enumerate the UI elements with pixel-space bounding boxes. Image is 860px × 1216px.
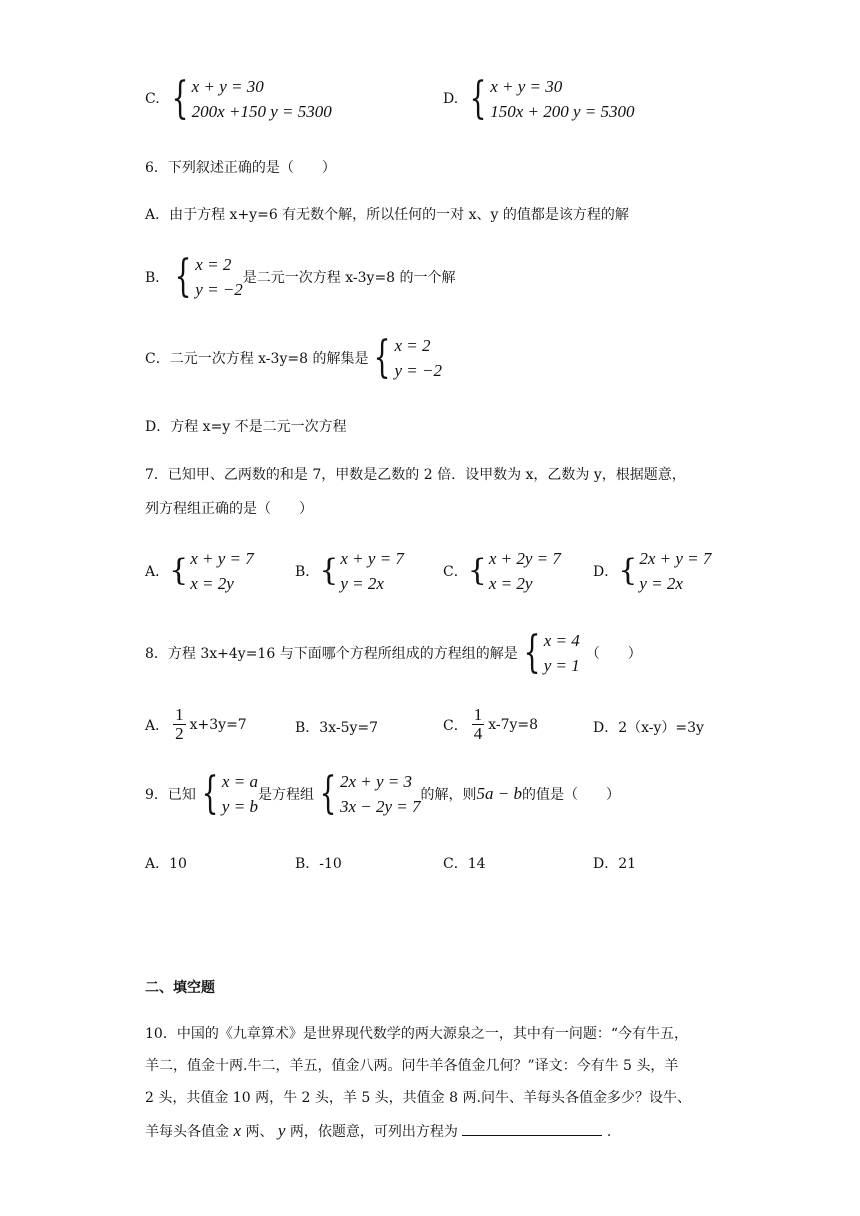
q6-option-d: D．方程 x=y 不是二元一次方程 <box>145 419 347 435</box>
q5-option-c <box>145 74 332 124</box>
q5-d-eq2: 150x + 200 y = 5300 <box>490 102 635 121</box>
q8-eq1: x = 4 <box>543 631 580 650</box>
q9-expr: 5a − b <box>476 784 522 803</box>
q8-a-tail: x+3y=7 <box>189 716 247 733</box>
q9-s2-eq1: 2x + y = 3 <box>339 772 412 791</box>
q7-b-eq1: x + y = 7 <box>340 549 404 568</box>
q7-option-c: C． { x + 2y = 7 x = 2y <box>443 546 561 596</box>
q5-option-d <box>443 74 634 124</box>
q5-c-eq1: x + y = 30 <box>191 77 264 96</box>
q9-s1-eq1: x = a <box>221 772 258 791</box>
q10-var-x: x <box>233 1121 241 1140</box>
q5-d-eq1: x + y = 30 <box>490 77 563 96</box>
q9-pre: 9．已知 <box>145 787 196 803</box>
q7-c-eq2: x = 2y <box>488 574 533 593</box>
q6-b-eq2: y = −2 <box>195 280 243 299</box>
q9-option-a: A．10 <box>145 856 187 872</box>
q9-s2-eq2: 3x − 2y = 7 <box>339 797 421 816</box>
q8-c-label: C． <box>443 717 468 734</box>
q5-c-label: C. <box>145 91 160 107</box>
q9-tail1: 的解，则 <box>420 787 477 803</box>
q5-d-system: { x + y = 30 150x + 200 y = 5300 <box>469 73 635 124</box>
q8-eq2: y = 1 <box>543 656 580 675</box>
q5-c-eq2: 200x +150 y = 5300 <box>191 102 332 121</box>
q8-option-c <box>443 706 538 743</box>
q6-stem: 6．下列叙述正确的是（ ） <box>145 160 336 176</box>
q9-tail2: 的值是（ ） <box>521 787 620 803</box>
q6-option-c: C．二元一次方程 x-3y=8 的解集是 { x = 2 y = −2 <box>145 332 442 383</box>
q7-stem-line1: 7．已知甲、乙两数的和是 7，甲数是乙数的 2 倍．设甲数为 x，乙数为 y，根据题意， <box>145 467 686 483</box>
q6-b-tail: 是二元一次方程 x-3y=8 的一个解 <box>242 270 456 286</box>
q7-d-eq2: y = 2x <box>639 574 683 593</box>
q7-a-eq2: x = 2y <box>190 574 234 593</box>
q8-option-d: D．2（x-y）=3y <box>593 720 704 736</box>
q10-end: . <box>606 1124 612 1140</box>
q7-c-eq1: x + 2y = 7 <box>488 549 561 568</box>
q8-option-b: B．3x-5y=7 <box>295 720 379 736</box>
q9-stem: 9．已知 { x = a y = b 是方程组 { 2x + y = 3 3x − 2y = 7 的解，则 5a − b 的值是（ ） <box>145 768 620 819</box>
q10-line4a: 羊每头各值金 <box>145 1124 229 1140</box>
q9-option-c: C．14 <box>443 856 486 872</box>
section-heading-fill-in: 二、填空题 <box>145 980 215 996</box>
q10-line3: 2 头，共值金 10 两，牛 2 头，羊 5 头，共值金 8 两.问牛、羊每头各值金多少？设牛、 <box>145 1090 691 1106</box>
q7-c-label: C． <box>443 564 468 580</box>
q10-line2: 羊二，值金十两.牛二，羊五，值金八两。问牛羊各值金几何？”译文：今有牛 5 头，羊 <box>145 1058 679 1074</box>
q8-paren: （ ） <box>585 646 642 662</box>
q7-option-a: A． { x + y = 7 x = 2y <box>145 546 254 596</box>
q7-b-label: B． <box>295 564 320 580</box>
q7-d-eq1: 2x + y = 7 <box>639 549 712 568</box>
q10-answer-blank[interactable] <box>462 1119 602 1136</box>
q9-mid: 是方程组 <box>257 787 314 803</box>
q8-stem-text: 8．方程 3x+4y=16 与下面哪个方程所组成的方程组的解是 <box>145 646 518 662</box>
q8-option-a <box>145 706 247 743</box>
q7-option-b: B． { x + y = 7 y = 2x <box>295 546 404 596</box>
q9-option-d: D．21 <box>593 856 637 872</box>
q6-c-text: C．二元一次方程 x-3y=8 的解集是 <box>145 351 369 367</box>
q9-option-b: B．-10 <box>295 856 342 872</box>
q6-b-label: B． <box>145 270 170 286</box>
q7-a-eq1: x + y = 7 <box>190 549 254 568</box>
q10-line4c: 两，依题意，可列出方程为 <box>289 1124 458 1140</box>
q7-b-eq2: y = 2x <box>340 574 384 593</box>
q6-b-eq1: x = 2 <box>195 255 232 274</box>
q10-line4 <box>145 1119 611 1141</box>
fraction-one-half: $\frac{1}{2}$ <box>175 705 184 743</box>
q8-stem: 8．方程 3x+4y=16 与下面哪个方程所组成的方程组的解是 { x = 4 y = 1 （ ） <box>145 627 642 678</box>
q10-line1: 10．中国的《九章算术》是世界现代数学的两大源泉之一，其中有一问题：“今有牛五， <box>145 1026 688 1042</box>
q9-s1-eq2: y = b <box>221 797 258 816</box>
q7-stem-line2: 列方程组正确的是（ ） <box>145 501 313 517</box>
q7-option-d: D． { 2x + y = 7 y = 2x <box>593 546 711 596</box>
fraction-one-quarter: $\frac{1}{4}$ <box>473 705 483 743</box>
q8-c-tail: x-7y=8 <box>488 716 539 733</box>
q6-c-eq1: x = 2 <box>394 336 431 355</box>
q7-a-label: A． <box>145 564 170 580</box>
q6-option-a: A．由于方程 x+y=6 有无数个解，所以任何的一对 x、y 的值都是该方程的解 <box>145 207 629 223</box>
q5-c-system: { x + y = 30 200x +150 y = 5300 <box>171 73 332 124</box>
q8-a-label: A． <box>145 717 170 734</box>
q7-d-label: D． <box>593 564 619 580</box>
q6-c-eq2: y = −2 <box>394 361 442 380</box>
q10-line4b: 两、 <box>245 1124 274 1140</box>
q10-var-y: y <box>277 1121 286 1140</box>
q5-d-label: D. <box>443 91 459 107</box>
q6-option-b: B． { x = 2 y = −2 是二元一次方程 x-3y=8 的一个解 <box>145 251 456 302</box>
